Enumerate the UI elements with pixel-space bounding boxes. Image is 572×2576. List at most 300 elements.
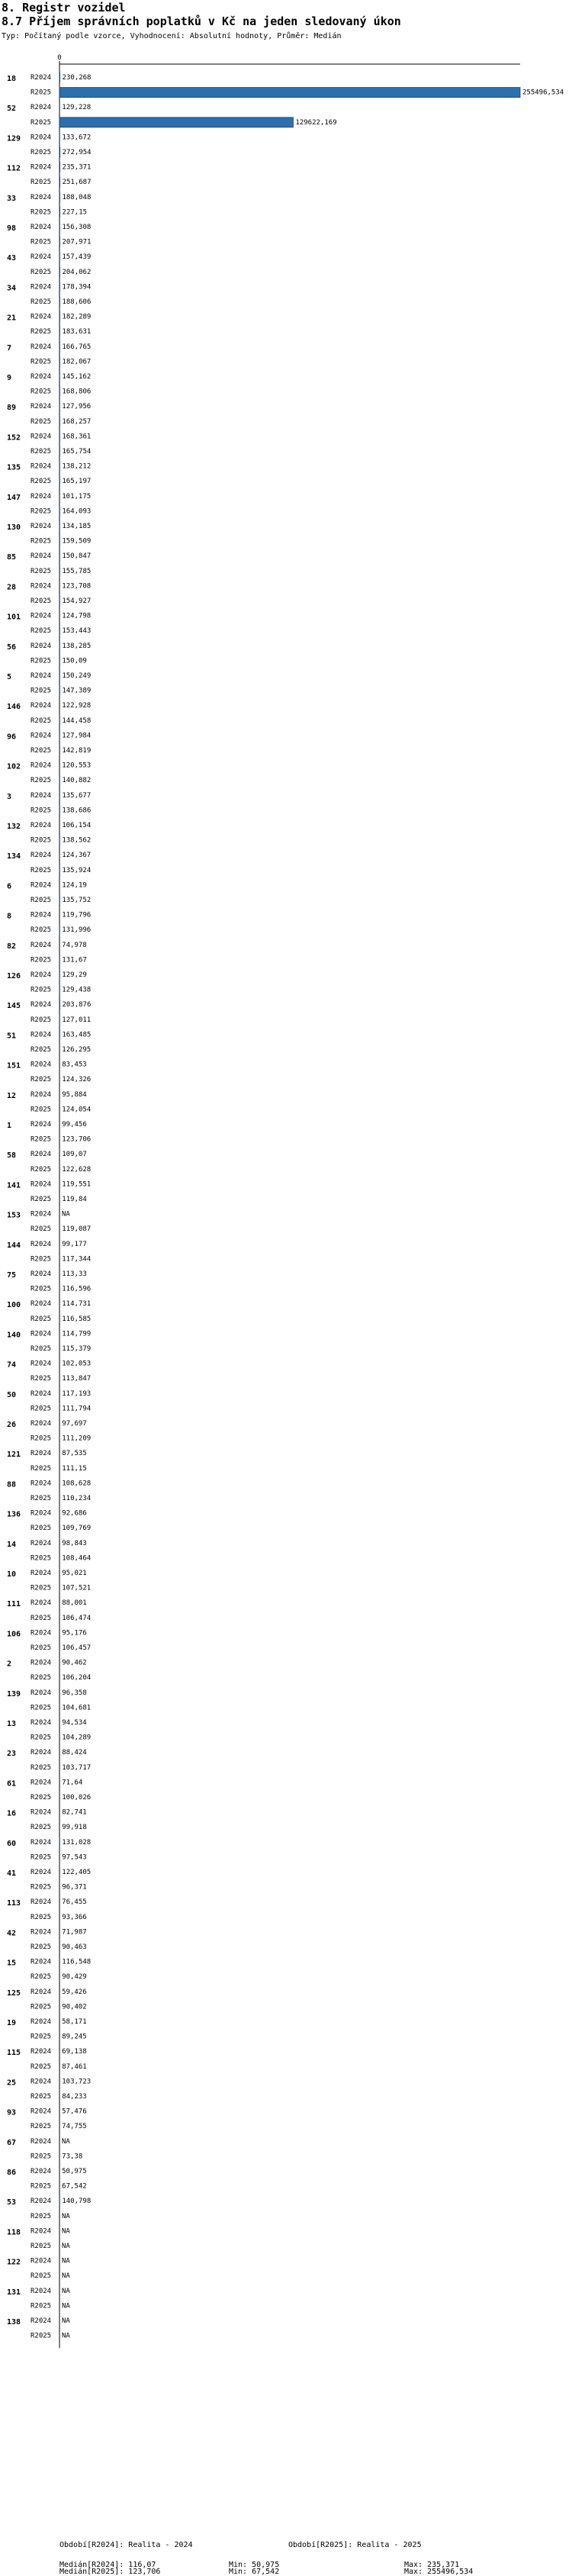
series-label-r2024: R2024 <box>31 1928 51 1936</box>
data-label: 235,371 <box>63 164 92 172</box>
group-label: 34 <box>7 284 16 292</box>
group-label: 19 <box>7 2019 16 2027</box>
data-label: 255496,534 <box>522 89 564 97</box>
group-label: 2 <box>7 1660 11 1669</box>
group-label: 26 <box>7 1421 16 1429</box>
series-label-r2025: R2025 <box>31 597 51 605</box>
data-label: 69,138 <box>62 2048 87 2056</box>
series-label-r2025: R2025 <box>31 298 51 306</box>
series-label-r2025: R2025 <box>31 1734 51 1742</box>
data-label: 129,228 <box>62 104 91 111</box>
data-label: 140,882 <box>62 777 91 784</box>
series-label-r2024: R2024 <box>31 2018 51 2026</box>
series-label-r2025: R2025 <box>31 687 51 695</box>
series-label-r2024: R2024 <box>31 1420 51 1428</box>
data-label: 119,796 <box>62 912 91 919</box>
series-label-r2025: R2025 <box>31 1046 51 1054</box>
series-label-r2025: R2025 <box>31 358 51 365</box>
data-label: 138,285 <box>62 642 91 650</box>
group-label: 21 <box>7 314 16 323</box>
series-label-r2024: R2024 <box>31 912 51 919</box>
data-label: 150,249 <box>62 672 91 680</box>
series-label-r2025: R2025 <box>31 1853 51 1861</box>
data-label: 124,367 <box>62 852 91 859</box>
series-label-r2025: R2025 <box>31 1495 51 1502</box>
series-label-r2024: R2024 <box>31 1809 51 1817</box>
legend-r2025: Období[R2025]: Realita - 2025 <box>288 2541 422 2549</box>
series-label-r2024: R2024 <box>31 2138 51 2146</box>
data-label: 102,053 <box>62 1360 91 1368</box>
min-r2025: Min: 67,542 <box>229 2569 279 2574</box>
series-label-r2024: R2024 <box>31 523 51 530</box>
group-label: 115 <box>7 2049 21 2057</box>
data-label: NA <box>62 1211 70 1219</box>
data-label: 94,534 <box>62 1719 87 1727</box>
series-label-r2024: R2024 <box>31 283 51 291</box>
data-label: 134,185 <box>62 523 91 530</box>
series-label-r2025: R2025 <box>31 1106 51 1113</box>
data-label: 135,924 <box>62 867 91 874</box>
series-label-r2025: R2025 <box>31 2302 51 2310</box>
series-label-r2024: R2024 <box>31 1779 51 1786</box>
group-label: 130 <box>7 523 21 532</box>
series-label-r2024: R2024 <box>31 2168 51 2175</box>
data-label: 126,295 <box>62 1046 91 1054</box>
group-label: 129 <box>7 134 21 143</box>
data-label: 71,987 <box>62 1928 87 1936</box>
series-label-r2024: R2024 <box>31 582 51 590</box>
series-label-r2024: R2024 <box>31 642 51 650</box>
group-label: 151 <box>7 1062 21 1071</box>
data-label: 157,439 <box>62 253 91 261</box>
series-label-r2025: R2025 <box>31 1794 51 1802</box>
max-r2024: Max: 235,371 <box>404 2561 459 2569</box>
data-label: 95,021 <box>62 1570 87 1577</box>
group-label: 82 <box>7 942 16 951</box>
data-label: 95,176 <box>62 1629 87 1637</box>
x-tick-label: 0 <box>57 54 61 62</box>
data-label: 150,09 <box>62 657 87 665</box>
series-label-r2025: R2025 <box>31 1255 51 1263</box>
data-label: 88,424 <box>62 1749 87 1757</box>
group-label: 9 <box>7 374 11 382</box>
group-label: 144 <box>7 1241 21 1250</box>
series-label-r2024: R2024 <box>31 1689 51 1697</box>
series-label-r2025: R2025 <box>31 1615 51 1622</box>
series-label-r2024: R2024 <box>31 1300 51 1308</box>
series-label-r2025: R2025 <box>31 1136 51 1144</box>
chart-meta: Typ: Počítaný podle vzorce, Vyhodnocení: Absolutní hodnoty, Průměr: Medián <box>2 32 342 40</box>
series-label-r2024: R2024 <box>31 672 51 680</box>
data-label: NA <box>62 2243 70 2250</box>
group-label: 93 <box>7 2109 16 2117</box>
series-label-r2025: R2025 <box>31 1884 51 1892</box>
data-label: 122,628 <box>62 1166 91 1174</box>
series-label-r2025: R2025 <box>31 1435 51 1443</box>
series-label-r2024: R2024 <box>31 433 51 440</box>
series-label-r2025: R2025 <box>31 747 51 755</box>
data-label: 111,209 <box>62 1435 91 1443</box>
series-label-r2024: R2024 <box>31 762 51 770</box>
group-label: 136 <box>7 1511 21 1519</box>
data-label: NA <box>62 2333 70 2340</box>
series-label-r2025: R2025 <box>31 1644 51 1652</box>
data-label: 99,918 <box>62 1824 87 1831</box>
data-label: 129,29 <box>62 971 87 979</box>
series-label-r2025: R2025 <box>31 448 51 456</box>
series-label-r2025: R2025 <box>31 2003 51 2011</box>
data-label: 138,686 <box>62 807 91 814</box>
data-label: 131,996 <box>62 926 91 934</box>
group-label: 106 <box>7 1630 21 1638</box>
data-label: 90,462 <box>62 1660 87 1667</box>
series-label-r2025: R2025 <box>31 1225 51 1233</box>
series-label-r2025: R2025 <box>31 867 51 874</box>
data-label: 227,15 <box>63 208 88 216</box>
series-label-r2025: R2025 <box>31 2333 51 2340</box>
series-label-r2024: R2024 <box>31 1570 51 1577</box>
data-label: 168,361 <box>62 433 91 440</box>
group-label: 153 <box>7 1212 21 1220</box>
group-label: 96 <box>7 733 16 741</box>
series-label-r2024: R2024 <box>31 373 51 381</box>
data-label: 124,054 <box>62 1106 91 1113</box>
series-label-r2024: R2024 <box>31 1749 51 1757</box>
series-label-r2024: R2024 <box>31 1031 51 1038</box>
data-label: 165,754 <box>62 448 91 456</box>
series-label-r2025: R2025 <box>31 2093 51 2101</box>
data-label: 106,457 <box>62 1644 91 1652</box>
series-label-r2024: R2024 <box>31 104 51 111</box>
series-label-r2025: R2025 <box>31 2123 51 2130</box>
series-label-r2024: R2024 <box>31 2317 51 2325</box>
series-label-r2025: R2025 <box>31 1914 51 1921</box>
data-label: 159,509 <box>62 538 91 546</box>
data-label: 113,33 <box>62 1270 87 1278</box>
bar-r2025 <box>59 88 520 98</box>
bar-r2024 <box>59 72 60 82</box>
series-label-r2025: R2025 <box>31 956 51 964</box>
series-label-r2024: R2024 <box>31 1839 51 1847</box>
data-label: 99,456 <box>62 1121 87 1129</box>
data-label: 97,543 <box>62 1853 87 1861</box>
data-label: 106,474 <box>62 1615 91 1622</box>
data-label: 89,245 <box>62 2033 87 2041</box>
series-label-r2024: R2024 <box>31 343 51 351</box>
group-label: 121 <box>7 1451 21 1459</box>
group-label: 135 <box>7 464 21 472</box>
data-label: 96,358 <box>62 1689 87 1697</box>
data-label: 87,461 <box>62 2063 87 2071</box>
group-label: 13 <box>7 1720 16 1728</box>
series-label-r2025: R2025 <box>31 1585 51 1592</box>
group-label: 88 <box>7 1480 16 1489</box>
group-label: 15 <box>7 1959 16 1968</box>
series-label-r2025: R2025 <box>31 179 51 186</box>
data-label: 108,628 <box>62 1480 91 1487</box>
series-label-r2024: R2024 <box>31 1540 51 1547</box>
group-label: 89 <box>7 404 16 412</box>
data-label: NA <box>62 2213 70 2220</box>
data-label: 50,975 <box>62 2168 87 2175</box>
data-label: 109,07 <box>62 1151 87 1158</box>
group-label: 58 <box>7 1151 16 1160</box>
series-label-r2025: R2025 <box>31 2153 51 2160</box>
group-label: 43 <box>7 254 16 262</box>
series-label-r2025: R2025 <box>31 2272 51 2280</box>
group-label: 41 <box>7 1869 16 1878</box>
series-label-r2025: R2025 <box>31 1016 51 1024</box>
series-label-r2025: R2025 <box>31 568 51 575</box>
group-label: 53 <box>7 2198 16 2207</box>
bar-r2025 <box>59 177 60 187</box>
series-label-r2025: R2025 <box>31 657 51 665</box>
data-label: 182,289 <box>62 314 91 321</box>
series-label-r2024: R2024 <box>31 194 51 201</box>
group-label: 56 <box>7 643 16 652</box>
data-label: 155,785 <box>62 568 91 575</box>
data-label: 88,001 <box>62 1599 87 1607</box>
series-label-r2024: R2024 <box>31 852 51 859</box>
series-label-r2025: R2025 <box>31 2213 51 2220</box>
series-label-r2024: R2024 <box>31 134 51 141</box>
series-label-r2025: R2025 <box>31 1943 51 1951</box>
series-label-r2024: R2024 <box>31 2078 51 2085</box>
data-label: 114,799 <box>62 1330 91 1338</box>
series-label-r2024: R2024 <box>31 552 51 560</box>
group-label: 42 <box>7 1929 16 1937</box>
series-label-r2025: R2025 <box>31 1525 51 1532</box>
data-label: 74,978 <box>62 942 87 949</box>
group-label: 146 <box>7 703 21 711</box>
data-label: 251,687 <box>63 179 92 186</box>
group-label: 139 <box>7 1690 21 1699</box>
data-label: 113,847 <box>62 1375 91 1383</box>
data-label: 116,596 <box>62 1286 91 1293</box>
data-label: 122,405 <box>62 1869 91 1876</box>
series-label-r2024: R2024 <box>31 1480 51 1487</box>
series-label-r2025: R2025 <box>31 239 51 246</box>
data-label: 111,794 <box>62 1405 91 1412</box>
group-label: 60 <box>7 1840 16 1848</box>
data-label: 127,011 <box>62 1016 91 1024</box>
data-label: 203,876 <box>62 1001 91 1009</box>
series-label-r2025: R2025 <box>31 2243 51 2250</box>
group-label: 75 <box>7 1271 16 1280</box>
data-label: 107,521 <box>62 1585 91 1592</box>
data-label: 147,389 <box>62 687 91 695</box>
bar-r2025 <box>59 118 293 127</box>
data-label: 123,708 <box>62 582 91 590</box>
data-label: 57,476 <box>62 2108 87 2116</box>
series-label-r2024: R2024 <box>31 1180 51 1188</box>
series-label-r2024: R2024 <box>31 1869 51 1876</box>
data-label: 111,15 <box>62 1465 87 1473</box>
data-label: 129622,169 <box>295 119 336 127</box>
series-label-r2024: R2024 <box>31 1241 51 1248</box>
data-label: 109,769 <box>62 1525 91 1532</box>
series-label-r2024: R2024 <box>31 702 51 710</box>
group-label: 51 <box>7 1032 16 1040</box>
data-label: 116,548 <box>62 1959 91 1966</box>
data-label: 122,928 <box>62 702 91 710</box>
data-label: 272,954 <box>63 149 92 156</box>
data-label: 90,429 <box>62 1973 87 1981</box>
data-label: 100,026 <box>62 1794 91 1802</box>
series-label-r2025: R2025 <box>31 1704 51 1711</box>
data-label: 123,706 <box>62 1136 91 1144</box>
group-label: 101 <box>7 613 21 622</box>
data-label: 110,234 <box>62 1495 91 1502</box>
data-label: 207,971 <box>62 239 91 246</box>
series-label-r2025: R2025 <box>31 2033 51 2041</box>
group-label: 126 <box>7 972 21 980</box>
series-label-r2024: R2024 <box>31 224 51 231</box>
group-label: 111 <box>7 1600 21 1608</box>
series-label-r2024: R2024 <box>31 403 51 411</box>
series-label-r2025: R2025 <box>31 119 51 127</box>
series-label-r2024: R2024 <box>31 314 51 321</box>
data-label: 153,443 <box>62 627 91 635</box>
data-label: 74,755 <box>62 2123 87 2130</box>
data-label: 164,093 <box>62 507 91 515</box>
series-label-r2024: R2024 <box>31 2227 51 2235</box>
series-label-r2024: R2024 <box>31 1988 51 1996</box>
chart-title: 8.7 Příjem správních poplatků v Kč na jeden sledovaný úkon <box>2 14 401 28</box>
group-label: 98 <box>7 224 16 233</box>
series-label-r2024: R2024 <box>31 1270 51 1278</box>
data-label: 106,204 <box>62 1674 91 1682</box>
series-label-r2025: R2025 <box>31 1286 51 1293</box>
series-label-r2025: R2025 <box>31 507 51 515</box>
data-label: 73,38 <box>62 2153 82 2160</box>
series-label-r2024: R2024 <box>31 463 51 471</box>
series-label-r2024: R2024 <box>31 1001 51 1009</box>
series-label-r2024: R2024 <box>31 1719 51 1727</box>
data-label: 150,847 <box>62 552 91 560</box>
series-label-r2025: R2025 <box>31 897 51 904</box>
group-label: 1 <box>7 1122 11 1130</box>
data-label: 114,731 <box>62 1300 91 1308</box>
series-label-r2025: R2025 <box>31 807 51 814</box>
group-label: 12 <box>7 1092 16 1100</box>
series-label-r2024: R2024 <box>31 2198 51 2205</box>
group-label: 86 <box>7 2169 16 2177</box>
group-label: 25 <box>7 2079 16 2087</box>
data-label: 99,177 <box>62 1241 87 1248</box>
data-label: 119,84 <box>62 1196 87 1203</box>
data-label: 59,426 <box>62 1988 87 1996</box>
data-label: 163,485 <box>62 1031 91 1038</box>
data-label: 168,806 <box>62 388 91 396</box>
data-label: 90,402 <box>62 2003 87 2011</box>
series-label-r2024: R2024 <box>31 1330 51 1338</box>
group-label: 132 <box>7 823 21 831</box>
group-label: 113 <box>7 1899 21 1908</box>
data-label: 90,463 <box>62 1943 87 1951</box>
group-label: 14 <box>7 1541 16 1549</box>
data-label: 127,956 <box>62 403 91 411</box>
group-label: 10 <box>7 1570 16 1579</box>
series-label-r2025: R2025 <box>31 1076 51 1084</box>
series-label-r2024: R2024 <box>31 1959 51 1966</box>
group-label: 18 <box>7 75 16 83</box>
data-label: 120,553 <box>62 762 91 770</box>
data-label: 138,562 <box>62 837 91 845</box>
data-label: 58,171 <box>62 2018 87 2026</box>
series-label-r2024: R2024 <box>31 1061 51 1069</box>
data-label: 119,087 <box>62 1225 91 1233</box>
series-label-r2024: R2024 <box>31 2048 51 2056</box>
series-label-r2024: R2024 <box>31 1211 51 1219</box>
data-label: 131,67 <box>62 956 87 964</box>
data-label: 138,212 <box>62 463 91 471</box>
series-label-r2024: R2024 <box>31 613 51 620</box>
data-label: 117,193 <box>62 1390 91 1398</box>
series-label-r2025: R2025 <box>31 1375 51 1383</box>
group-label: 16 <box>7 1810 16 1818</box>
data-label: 154,927 <box>62 597 91 605</box>
data-label: 135,677 <box>62 792 91 800</box>
group-label: 50 <box>7 1391 16 1399</box>
max-r2025: Max: 255496,534 <box>404 2569 473 2574</box>
data-label: 178,394 <box>62 283 91 291</box>
series-label-r2025: R2025 <box>31 627 51 635</box>
data-label: 124,326 <box>62 1076 91 1084</box>
series-label-r2025: R2025 <box>31 478 51 485</box>
group-label: 145 <box>7 1002 21 1010</box>
group-label: 33 <box>7 195 16 203</box>
data-label: 103,723 <box>62 2078 91 2085</box>
series-label-r2024: R2024 <box>31 1599 51 1607</box>
series-label-r2025: R2025 <box>31 1554 51 1562</box>
data-label: 188,606 <box>62 298 91 306</box>
group-label: 125 <box>7 1989 21 1998</box>
series-label-r2024: R2024 <box>31 1091 51 1099</box>
data-label: 135,752 <box>62 897 91 904</box>
report-section-title: 8. Registr vozidel <box>2 1 126 14</box>
data-label: 96,371 <box>62 1884 87 1892</box>
min-r2024: Min: 50,975 <box>229 2561 279 2569</box>
data-label: 116,585 <box>62 1315 91 1323</box>
series-label-r2024: R2024 <box>31 971 51 979</box>
series-label-r2024: R2024 <box>31 1629 51 1637</box>
group-label: 23 <box>7 1750 16 1758</box>
series-label-r2024: R2024 <box>31 1390 51 1398</box>
bar-r2025 <box>59 207 60 217</box>
series-label-r2025: R2025 <box>31 1465 51 1473</box>
series-label-r2025: R2025 <box>31 1973 51 1981</box>
series-label-r2025: R2025 <box>31 1405 51 1412</box>
group-label: 28 <box>7 583 16 591</box>
data-label: 168,257 <box>62 418 91 426</box>
series-label-r2024: R2024 <box>31 164 51 172</box>
data-label: 67,542 <box>62 2183 87 2191</box>
data-label: 133,672 <box>62 134 91 141</box>
data-label: 83,453 <box>62 1061 87 1069</box>
data-label: 183,631 <box>62 328 91 336</box>
group-label: 100 <box>7 1301 21 1309</box>
data-label: NA <box>62 2272 70 2280</box>
series-label-r2025: R2025 <box>31 1824 51 1831</box>
group-label: 122 <box>7 2259 21 2267</box>
data-label: NA <box>62 2258 70 2265</box>
data-label: 76,455 <box>62 1898 87 1906</box>
series-label-r2025: R2025 <box>31 1345 51 1353</box>
series-label-r2025: R2025 <box>31 1166 51 1174</box>
group-label: 152 <box>7 433 21 442</box>
data-label: 144,458 <box>62 717 91 725</box>
